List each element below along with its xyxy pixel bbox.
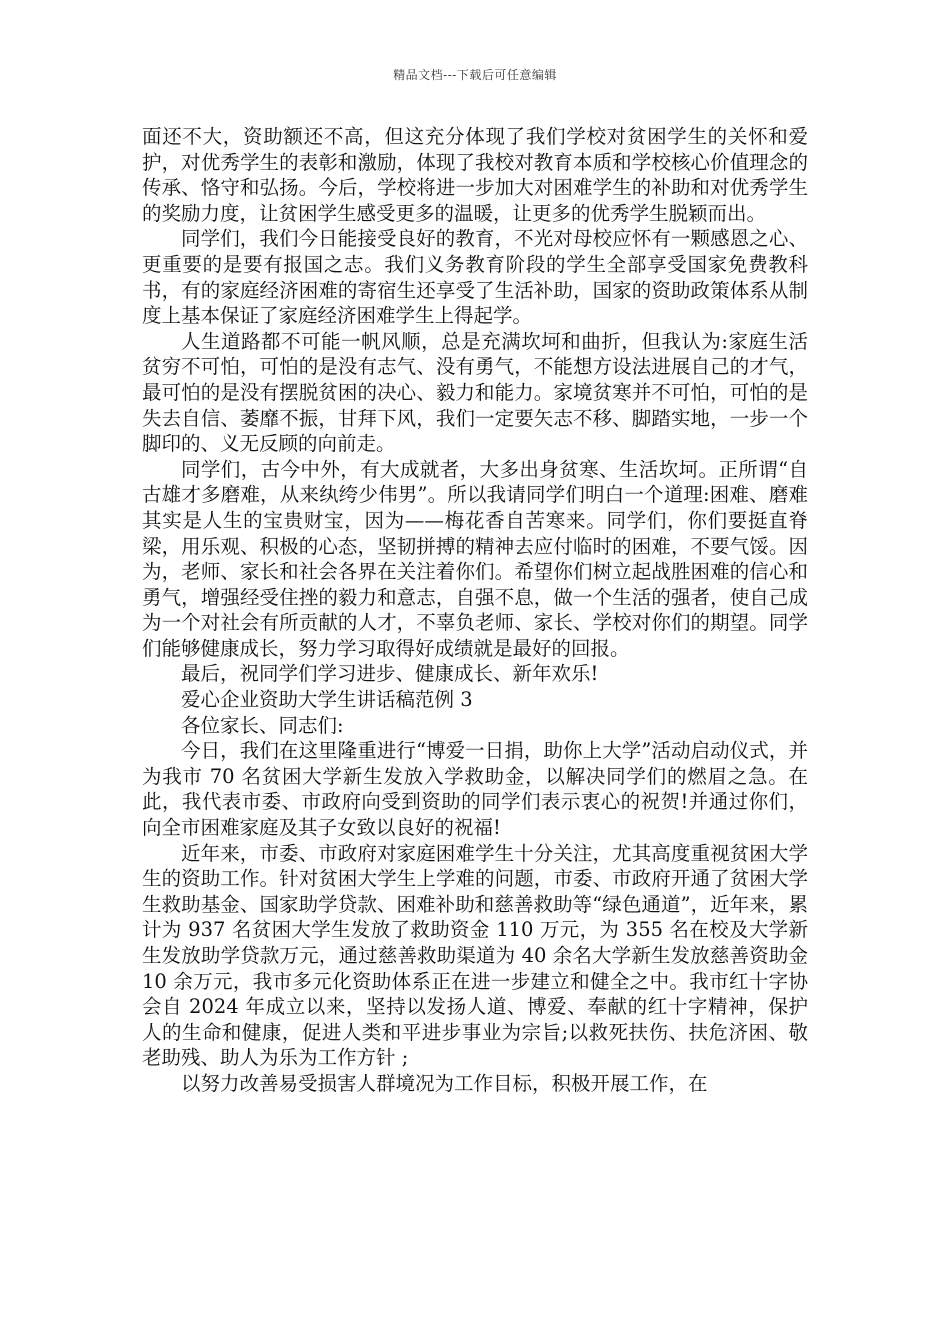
paragraph-3: 人生道路都不可能一帆风顺，总是充满坎坷和曲折，但我认为:家庭生活贫穷不可怕，可怕的是没有志气、没有勇气，不能想方设法进展自己的才气，最可怕的是没有摆脱贫困的决心、毅力和能力。家境贫寒并不可怕，可怕的是失去自信、萎靡不振，甘拜下风，我们一定要矢志不移、脚踏实地，一步一个脚印的、义无反顾的向前走。: [142, 329, 808, 456]
paragraph-4: 同学们，古今中外，有大成就者，大多出身贫寒、生活坎坷。正所谓“自古雄才多磨难，从来纨绔少伟男”。所以我请同学们明白一个道理:困难、磨难其实是人生的宝贵财宝，因为——梅花香自苦寒来。同学们，你们要挺直脊梁，用乐观、积极的心态，坚韧拼搏的精神去应付临时的困难，不要气馁。因为，老师、家长和社会各界在关注着你们。希望你们树立起战胜困难的信心和勇气，增强经受住挫的毅力和意志，自强不息，做一个生活的强者，使自己成为一个对社会有所贡献的人才，不辜负老师、家长、学校对你们的期望。同学们能够健康成长，努力学习取得好成绩就是最好的回报。: [142, 457, 808, 660]
document-body: [142, 124, 808, 1097]
paragraph-6: 近年来，市委、市政府对家庭困难学生十分关注，尤其高度重视贫困大学生的资助工作。针对贫困大学生上学难的问题，市委、市政府开通了贫困大学生救助基金、国家助学贷款、困难补助和慈善救助等“绿色通道”，近年来，累计为 937 名贫困大学生发放了救助资金 110 万元，为 355 名在校及大学新生发放助学贷款万元，通过慈善救助渠道为 40 余名大学新生发放慈善资助金 10 余万元，我市多元化资助体系正在进一步建立和健全之中。我市红十字协会自 2024 年成立以来，坚持以发扬人道、博爱、奉献的红十字精神，保护人的生命和健康，促进人类和平进步事业为宗旨;以救死扶伤、扶危济困、敬老助残、助人为乐为工作方针 ;: [142, 841, 808, 1070]
page-header: 精品文档---下载后可任意编辑: [393, 68, 557, 82]
paragraph-5: 今日，我们在这里隆重进行“博爱一日捐，助你上大学”活动启动仪式，并为我市 70 名贫困大学新生发放入学救助金，以解决同学们的燃眉之急。在此，我代表市委、市政府向受到资助的同学们表示衷心的祝贺!并通过你们，向全市困难家庭及其子女致以良好的祝福!: [142, 739, 808, 840]
paragraph-1: 面还不大，资助额还不高，但这充分体现了我们学校对贫困学生的关怀和爱护，对优秀学生的表彰和激励，体现了我校对教育本质和学校核心价值理念的传承、恪守和弘扬。今后，学校将进一步加大对困难学生的补助和对优秀学生的奖励力度，让贫困学生感受更多的温暖，让更多的优秀学生脱颖而出。: [142, 125, 808, 225]
paragraph-7: 以努力改善易受损害人群境况为工作目标，积极开展工作，在: [181, 1071, 708, 1095]
salutation: 各位家长、同志们:: [181, 713, 344, 737]
section-title: 爱心企业资助大学生讲话稿范例 3: [181, 688, 473, 712]
paragraph-2: 同学们，我们今日能接受良好的教育，不光对母校应怀有一颗感恩之心、更重要的是要有报国之志。我们义务教育阶段的学生全部享受国家免费教科书，有的家庭经济困难的寄宿生还享受了生活补助，国家的资助政策体系从制度上基本保证了家庭经济困难学生上得起学。: [142, 227, 808, 328]
paragraph-closing-wish: 最后，祝同学们学习进步、健康成长、新年欢乐!: [181, 662, 599, 686]
